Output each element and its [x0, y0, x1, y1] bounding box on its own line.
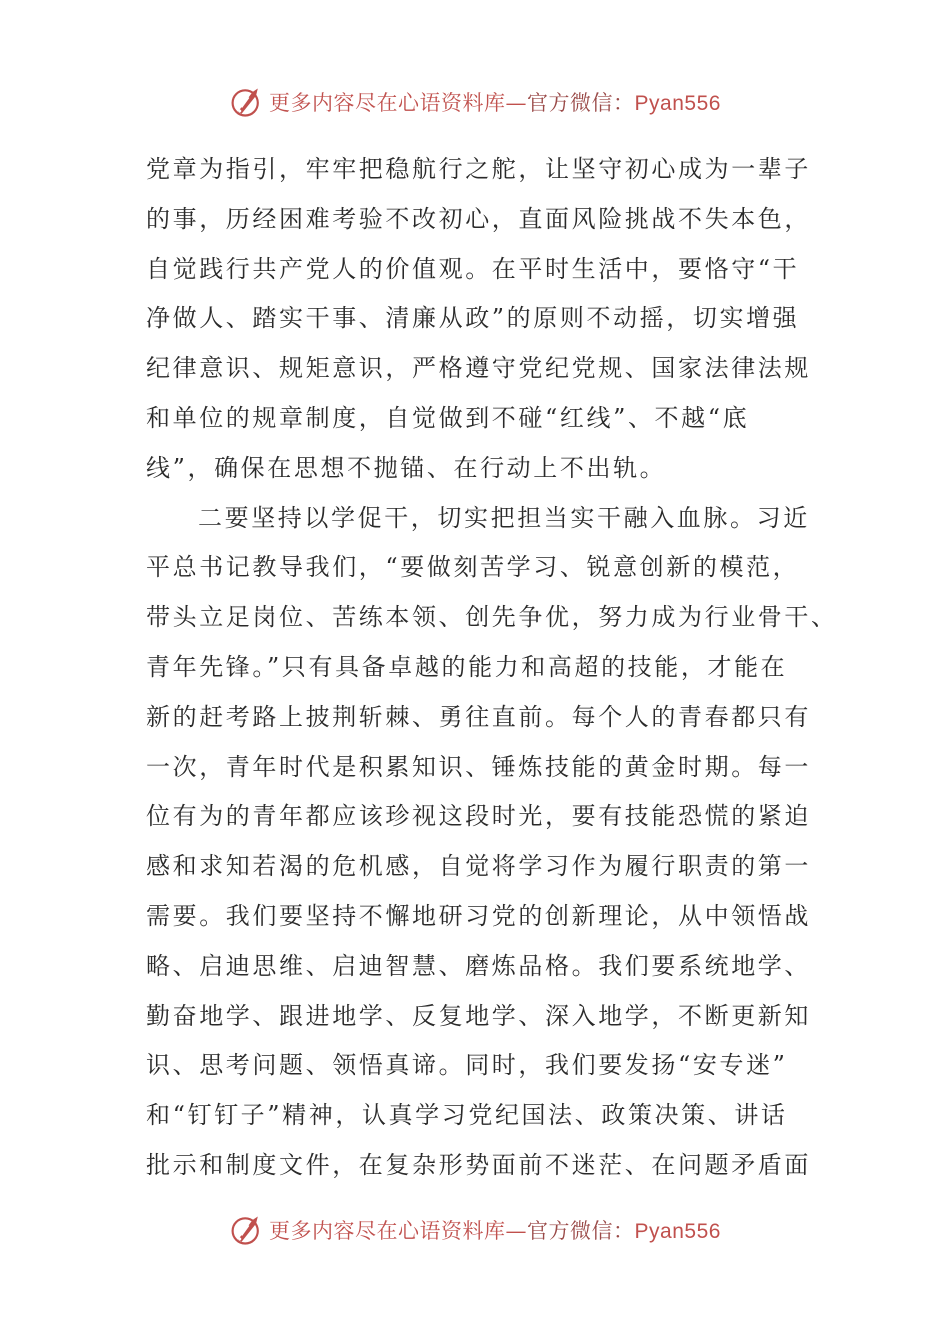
banner-wechat-label: 官方微信：	[527, 91, 635, 115]
banner-site-name: 更多内容尽在心语资料库	[269, 1219, 506, 1243]
banner-site-name: 更多内容尽在心语资料库	[269, 91, 506, 115]
banner-text	[269, 87, 721, 117]
body-line: 和单位的规章制度，自觉做到不碰“红线”、不越“底	[146, 403, 750, 432]
banner-wechat-id: Pyan556	[634, 92, 721, 115]
body-line: 勤奋地学、跟进地学、反复地学、深入地学，不断更新知	[146, 1001, 811, 1030]
body-line: 自觉践行共产党人的价值观。在平时生活中，要恪守“干	[146, 254, 800, 283]
body-line: 批示和制度文件，在复杂形势面前不迷茫、在问题矛盾面	[146, 1150, 811, 1179]
document-body	[146, 145, 838, 1191]
banner-wechat-label: 官方微信：	[527, 1219, 635, 1243]
pen-nib-logo-icon	[229, 1212, 265, 1248]
body-line: 略、启迪思维、启迪智慧、磨炼品格。我们要系统地学、	[146, 951, 811, 980]
body-line: 和“钉钉子”精神，认真学习党纪国法、政策决策、讲话	[146, 1101, 788, 1130]
body-line: 需要。我们要坚持不懈地研习党的创新理论，从中领悟战	[146, 901, 811, 930]
body-line: 新的赶考路上披荆斩棘、勇往直前。每个人的青春都只有	[146, 702, 811, 731]
body-line: 平总书记教导我们，“要做刻苦学习、锐意创新的模范，	[146, 553, 800, 582]
body-line: 一次，青年时代是积累知识、锤炼技能的黄金时期。每一	[146, 752, 811, 781]
paragraph-start-line: 二要坚持以学促干，切实把担当实干融入血脉。习近	[198, 503, 810, 532]
footer-banner	[0, 1210, 950, 1250]
banner-text	[269, 1215, 721, 1245]
banner-wechat-id: Pyan556	[634, 1220, 721, 1243]
header-banner	[0, 82, 950, 122]
body-line: 纪律意识、规矩意识，严格遵守党纪党规、国家法律法规	[146, 354, 811, 383]
pen-nib-logo-icon	[229, 84, 265, 120]
body-line: 的事，历经困难考验不改初心，直面风险挑战不失本色，	[146, 204, 811, 233]
banner-separator: —	[505, 91, 528, 115]
body-line: 青年先锋。”只有具备卓越的能力和高超的技能，才能在	[146, 652, 788, 681]
body-line: 识、思考问题、领悟真谛。同时，我们要发扬“安专迷”	[146, 1051, 788, 1080]
body-line: 位有为的青年都应该珍视这段时光，要有技能恐慌的紧迫	[146, 802, 811, 831]
body-line: 线”，确保在思想不抛锚、在行动上不出轨。	[146, 453, 667, 482]
body-line: 净做人、踏实干事、清廉从政”的原则不动摇，切实增强	[146, 304, 800, 333]
body-line: 带头立足岗位、苦练本领、创先争优，努力成为行业骨干、	[146, 603, 838, 632]
banner-separator: —	[505, 1219, 528, 1243]
body-line: 感和求知若渴的危机感，自觉将学习作为履行职责的第一	[146, 852, 811, 881]
body-line: 党章为指引，牢牢把稳航行之舵，让坚守初心成为一辈子	[146, 155, 811, 183]
